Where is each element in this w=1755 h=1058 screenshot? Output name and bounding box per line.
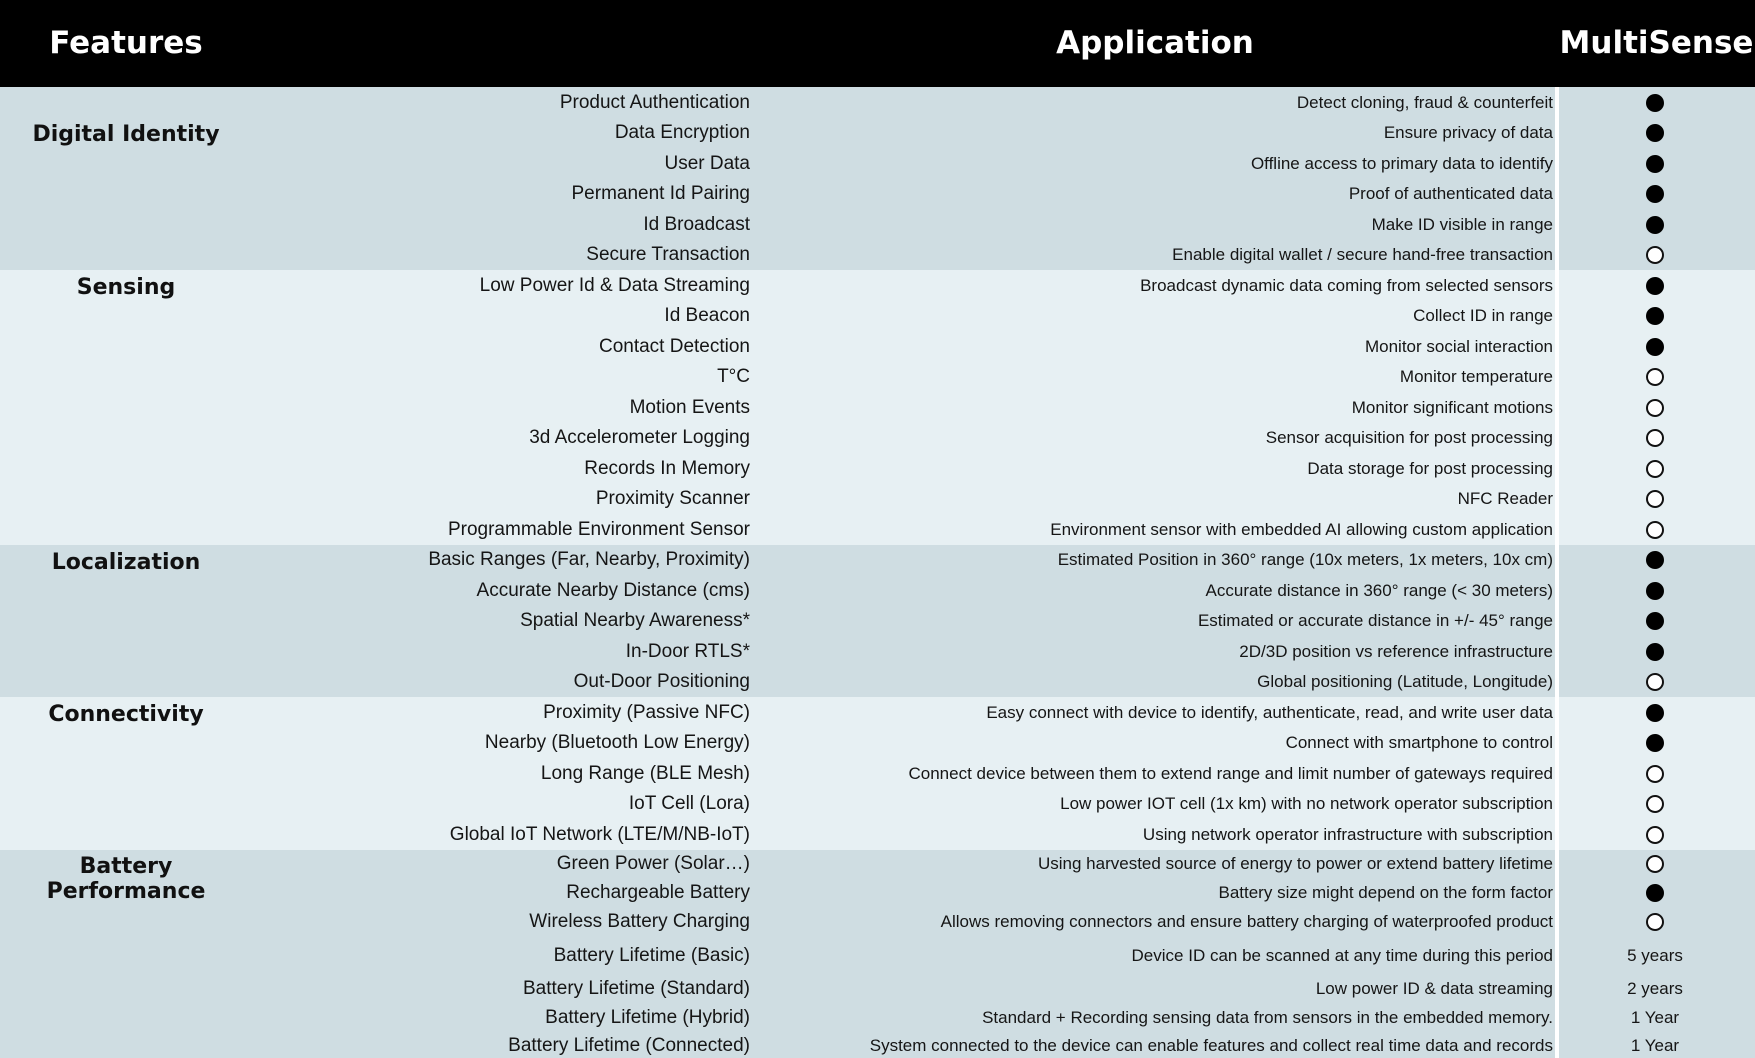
column-divider <box>1555 87 1559 270</box>
feature-cell: Long Range (BLE Mesh) <box>540 763 750 784</box>
feature-cell: Programmable Environment Sensor <box>447 519 750 540</box>
application-cell: Using network operator infrastructure with subscription <box>1142 825 1553 844</box>
feature-cell: Rechargeable Battery <box>566 882 750 903</box>
feature-cell: IoT Cell (Lora) <box>628 793 750 814</box>
feature-cell: Green Power (Solar…) <box>556 853 750 874</box>
feature-cell: Battery Lifetime (Hybrid) <box>545 1007 750 1028</box>
feature-cell: Accurate Nearby Distance (cms) <box>476 580 750 601</box>
header-multisense: MultiSense <box>1559 25 1754 61</box>
application-cell: Data storage for post processing <box>1307 459 1553 478</box>
filled-circle-icon <box>1646 338 1664 356</box>
header-application: Application <box>1056 25 1254 61</box>
application-cell: Estimated or accurate distance in +/- 45° range <box>1197 611 1553 630</box>
application-cell: NFC Reader <box>1457 489 1553 508</box>
application-cell: Monitor significant motions <box>1351 398 1553 417</box>
filled-circle-icon <box>1646 307 1664 325</box>
group-band <box>0 87 1755 270</box>
multisense-value: 1 Year <box>1630 1036 1680 1055</box>
empty-circle-icon <box>1646 673 1664 691</box>
application-cell: Collect ID in range <box>1413 306 1553 325</box>
feature-cell: Battery Lifetime (Basic) <box>553 945 750 966</box>
feature-cell: Data Encryption <box>614 122 750 143</box>
feature-cell: Secure Transaction <box>586 244 750 265</box>
empty-circle-icon <box>1646 246 1664 264</box>
filled-circle-icon <box>1646 216 1664 234</box>
group-label: Sensing <box>76 275 176 300</box>
filled-circle-icon <box>1646 704 1664 722</box>
feature-cell: T°C <box>717 366 750 387</box>
filled-circle-icon <box>1646 612 1664 630</box>
group-label: Localization <box>51 550 201 575</box>
application-cell: Low power IOT cell (1x km) with no network operator subscription <box>1060 794 1553 813</box>
application-cell: Easy connect with device to identify, authenticate, read, and write user data <box>986 703 1553 722</box>
application-cell: Low power ID & data streaming <box>1315 979 1553 998</box>
empty-circle-icon <box>1646 490 1664 508</box>
feature-cell: Proximity (Passive NFC) <box>543 702 750 723</box>
multisense-value: 2 years <box>1627 979 1683 998</box>
group-label: Connectivity <box>48 702 204 727</box>
feature-cell: In-Door RTLS* <box>625 641 750 662</box>
application-cell: Monitor social interaction <box>1364 337 1553 356</box>
application-cell: Global positioning (Latitude, Longitude) <box>1257 672 1553 691</box>
application-cell: Allows removing connectors and ensure battery charging of waterproofed product <box>940 912 1553 931</box>
application-cell: Monitor temperature <box>1399 367 1553 386</box>
feature-cell: Permanent Id Pairing <box>571 183 750 204</box>
multisense-value: 1 Year <box>1630 1008 1680 1027</box>
filled-circle-icon <box>1646 185 1664 203</box>
header-features: Features <box>49 25 203 61</box>
application-cell: Broadcast dynamic data coming from selected sensors <box>1140 276 1553 295</box>
feature-cell: Nearby (Bluetooth Low Energy) <box>484 732 750 753</box>
feature-cell: 3d Accelerometer Logging <box>529 427 750 448</box>
filled-circle-icon <box>1646 277 1664 295</box>
filled-circle-icon <box>1646 551 1664 569</box>
filled-circle-icon <box>1646 155 1664 173</box>
empty-circle-icon <box>1646 399 1664 417</box>
group-label: Battery Performance <box>46 854 206 904</box>
application-cell: Using harvested source of energy to power or extend battery lifetime <box>1038 854 1553 873</box>
feature-cell: Battery Lifetime (Connected) <box>508 1035 750 1056</box>
application-cell: Enable digital wallet / secure hand-free transaction <box>1172 245 1553 264</box>
empty-circle-icon <box>1646 429 1664 447</box>
feature-cell: Spatial Nearby Awareness* <box>520 610 750 631</box>
application-cell: Detect cloning, fraud & counterfeit <box>1296 93 1553 112</box>
group-label: Digital Identity <box>32 122 220 147</box>
feature-cell: Id Broadcast <box>643 214 750 235</box>
feature-cell: User Data <box>664 153 750 174</box>
feature-cell: Proximity Scanner <box>595 488 750 509</box>
application-cell: Connect with smartphone to control <box>1285 733 1553 752</box>
application-cell: Proof of authenticated data <box>1348 184 1553 203</box>
empty-circle-icon <box>1646 795 1664 813</box>
empty-circle-icon <box>1646 826 1664 844</box>
application-cell: Offline access to primary data to identify <box>1250 154 1553 173</box>
filled-circle-icon <box>1646 884 1664 902</box>
multisense-value: 5 years <box>1627 946 1683 965</box>
filled-circle-icon <box>1646 734 1664 752</box>
feature-cell: Id Beacon <box>664 305 750 326</box>
empty-circle-icon <box>1646 765 1664 783</box>
empty-circle-icon <box>1646 855 1664 873</box>
application-cell: Connect device between them to extend range and limit number of gateways required <box>908 764 1553 783</box>
column-divider <box>1555 850 1559 1058</box>
application-cell: Sensor acquisition for post processing <box>1265 428 1553 447</box>
feature-cell: Product Authentication <box>559 92 750 113</box>
feature-cell: Global IoT Network (LTE/M/NB-IoT) <box>449 824 750 845</box>
feature-cell: Motion Events <box>629 397 750 418</box>
feature-cell: Contact Detection <box>598 336 750 357</box>
feature-cell: Records In Memory <box>584 458 750 479</box>
application-cell: 2D/3D position vs reference infrastructure <box>1239 642 1553 661</box>
filled-circle-icon <box>1646 643 1664 661</box>
empty-circle-icon <box>1646 521 1664 539</box>
feature-cell: Battery Lifetime (Standard) <box>522 978 750 999</box>
column-divider <box>1555 697 1559 850</box>
application-cell: Estimated Position in 360° range (10x meters, 1x meters, 10x cm) <box>1057 550 1553 569</box>
filled-circle-icon <box>1646 582 1664 600</box>
filled-circle-icon <box>1646 124 1664 142</box>
empty-circle-icon <box>1646 368 1664 386</box>
application-cell: Environment sensor with embedded AI allowing custom application <box>1050 520 1553 539</box>
application-cell: Accurate distance in 360° range (< 30 meters) <box>1205 581 1553 600</box>
feature-cell: Wireless Battery Charging <box>529 911 750 932</box>
empty-circle-icon <box>1646 913 1664 931</box>
application-cell: Standard + Recording sensing data from sensors in the embedded memory. <box>982 1008 1553 1027</box>
application-cell: Battery size might depend on the form factor <box>1218 883 1553 902</box>
table-header <box>0 0 1755 87</box>
feature-cell: Low Power Id & Data Streaming <box>479 275 750 296</box>
empty-circle-icon <box>1646 460 1664 478</box>
application-cell: System connected to the device can enable features and collect real time data and records <box>869 1036 1553 1055</box>
column-divider <box>1555 270 1559 545</box>
column-divider <box>1555 545 1559 697</box>
application-cell: Device ID can be scanned at any time during this period <box>1131 946 1553 965</box>
application-cell: Ensure privacy of data <box>1383 123 1553 142</box>
application-cell: Make ID visible in range <box>1371 215 1553 234</box>
feature-cell: Out-Door Positioning <box>573 671 750 692</box>
filled-circle-icon <box>1646 94 1664 112</box>
feature-cell: Basic Ranges (Far, Nearby, Proximity) <box>428 549 750 570</box>
